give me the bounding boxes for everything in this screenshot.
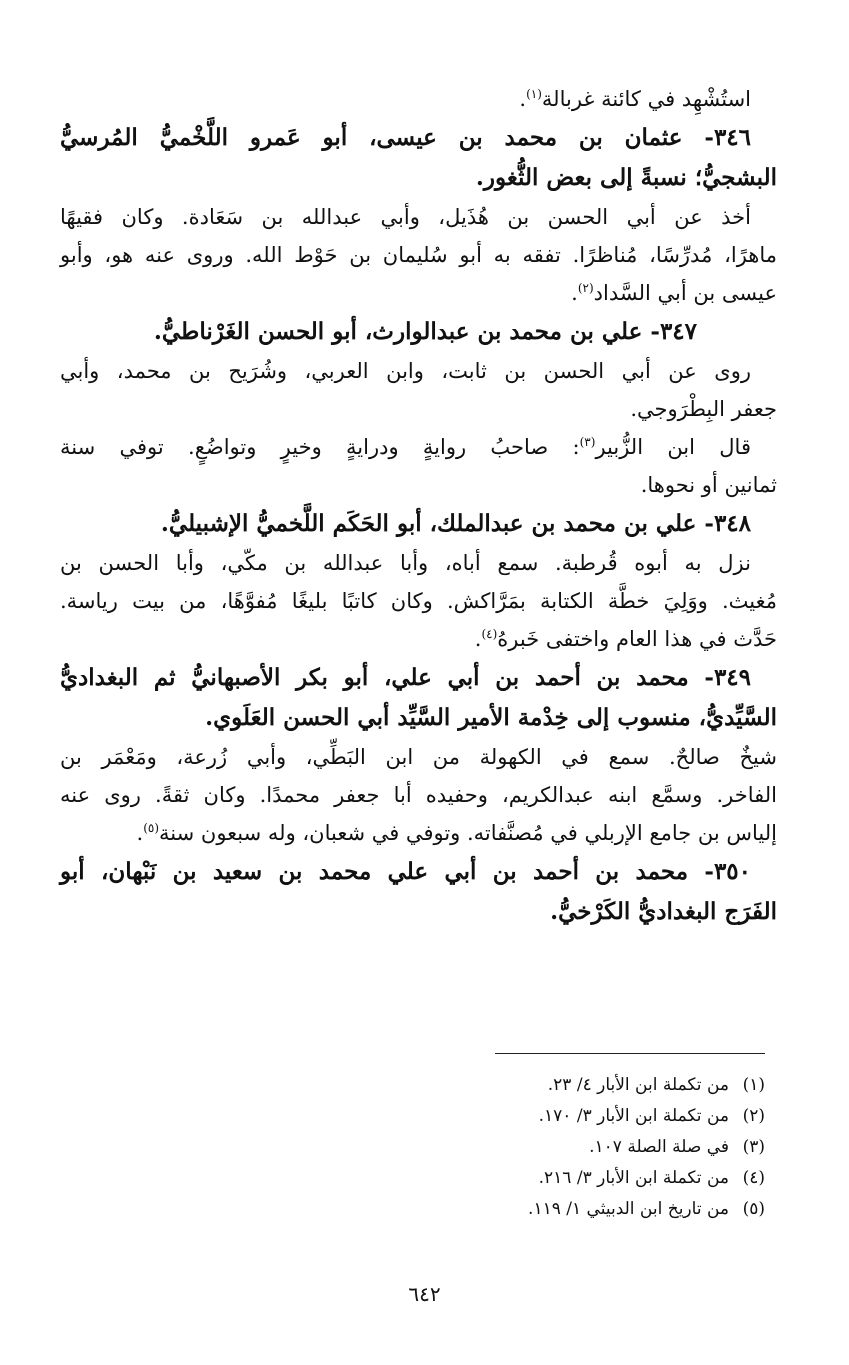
footnote-separator (495, 1053, 765, 1054)
footnote (300, 1163, 765, 1194)
entry-347-heading: ٣٤٧- علي بن محمد بن عبدالوارث، أبو الحسن الغَرْناطيُّ. (153, 318, 697, 345)
entry-350-heading: ٣٥٠- محمد بن أحمد بن أبي علي محمد بن سعيد بن نَبْهان، أبو (60, 858, 751, 885)
text-line: روى عن أبي الحسن بن ثابت، وابن العربي، وشُرَيح بن محمد، وأبي (60, 359, 751, 383)
entry-348-heading: ٣٤٨- علي بن محمد بن عبدالملك، أبو الحَكَم اللَّخميُّ الإشبيليُّ. (160, 510, 751, 537)
text-line: جعفر البِطْرَوجي. (630, 397, 777, 421)
text-line: نزل به أبوه قُرطبة. سمع أباه، وأبا عبدالله بن مكّي، وأبا الحسن بن (60, 551, 751, 575)
text-line: ماهرًا، مُدرِّسًا، مُناظرًا. تفقه به أبو سُليمان بن حَوْط الله. وروى عنه هو، وأبو (60, 243, 777, 267)
text-line: إلياس بن جامع الإربلي في مُصنَّفاته. وتوفي في شعبان، وله سبعون سنة$^{(٥)}$. (136, 821, 777, 845)
footnote-ref[interactable]: (١) (526, 87, 542, 101)
footnote-text: في صلة الصلة ١٠٧. (589, 1137, 729, 1157)
footnote-number: (١) (742, 1075, 765, 1095)
footnote-number: (٢) (742, 1106, 765, 1126)
entry-350-heading-cont: الفَرَج البغداديُّ الكَرْخيُّ. (550, 898, 777, 925)
footnote-text: من تكملة ابن الأبار ٣/ ٢١٦. (538, 1168, 729, 1188)
footnote-ref[interactable]: (٥) (143, 821, 160, 835)
footnote-text: من تكملة ابن الأبار ٣/ ١٧٠. (538, 1106, 729, 1126)
text-line: استُشْهِد في كائنة غربالة$^{(١)}$. (519, 87, 751, 111)
footnote-text: من تكملة ابن الأبار ٤/ ٢٣. (547, 1075, 729, 1095)
footnote (300, 1070, 765, 1101)
footnotes (300, 1070, 765, 1225)
footnote-number: (٣) (742, 1137, 765, 1157)
footnote-text: من تاريخ ابن الدبيثي ١/ ١١٩. (528, 1199, 729, 1219)
entry-346-heading: ٣٤٦- عثمان بن محمد بن عيسى، أبو عَمرو اللَّخْميُّ المُرسيُّ (60, 124, 751, 151)
entry-349-heading-cont: السَّيِّديُّ، منسوب إلى خِدْمة الأمير السَّيِّد أبي الحسن العَلَوي. (205, 704, 777, 731)
text-line: قال ابن الزُّبير$^{(٣)}$: صاحبُ روايةٍ ودرايةٍ وخيرٍ وتواضُعٍ. توفي سنة (60, 435, 751, 459)
entry-346-heading-cont: البشجيُّ؛ نسبةً إلى بعض الثُّغور. (475, 164, 777, 191)
page-number: ٦٤٢ (408, 1282, 441, 1306)
footnote (300, 1194, 765, 1225)
text-line: حَدَّث في هذا العام واختفى خَبرهُ$^{(٤)}$. (474, 627, 777, 651)
text-line: مُغيث. ووَلِيَ خطَّة الكتابة بمَرَّاكش. وكان كاتبًا بليغًا مُفوَّهًا، من بيت رياسة. (60, 589, 777, 613)
text-line: الفاخر. وسمَّع ابنه عبدالكريم، وحفيده أبا جعفر محمدًا. وكان ثقةً. روى عنه (60, 783, 777, 807)
footnote-ref[interactable]: (٤) (481, 627, 498, 641)
footnote-number: (٥) (742, 1199, 765, 1219)
text-line: ثمانين أو نحوها. (640, 473, 777, 497)
text-line: أخذ عن أبي الحسن بن هُذَيل، وأبي عبدالله بن سَعَادة. وكان فقيهًا (60, 205, 751, 229)
footnote-number: (٤) (742, 1168, 765, 1188)
entry-349-heading: ٣٤٩- محمد بن أحمد بن أبي علي، أبو بكر الأصبهانيُّ ثم البغداديُّ (60, 664, 751, 691)
footnote (300, 1101, 765, 1132)
text-line: عيسى بن أبي السَّداد$^{(٢)}$. (571, 281, 777, 305)
text-line: شيخٌ صالحٌ. سمع في الكهولة من ابن البَطِّي، وأبي زُرعة، ومَعْمَر بن (60, 745, 777, 769)
footnote (300, 1132, 765, 1163)
main-text (60, 80, 777, 932)
footnote-ref[interactable]: (٣) (579, 435, 596, 449)
footnote-ref[interactable]: (٢) (577, 281, 594, 295)
